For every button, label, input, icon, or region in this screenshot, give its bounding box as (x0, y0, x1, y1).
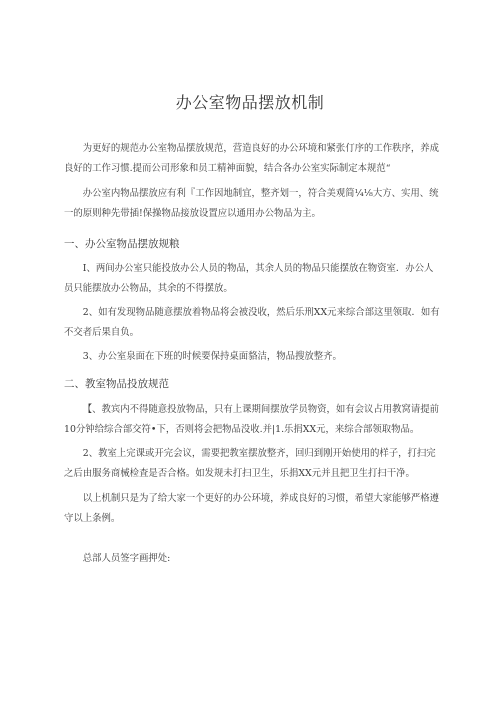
section-1-item-1: I、两间办公室只能投放办公人员的物品，其余人员的物品只能摆放在物资室．办公人员只能摆放办公物品，其余的不得摆放。 (64, 263, 434, 294)
section-1-heading: 一、办公室物品摆放规粮 (64, 238, 180, 250)
intro-paragraph-2: 办公室内物品摆放应有利『工作因地制宜，整齐划一，符合美观简¼⅛大方、实用、统一的原则种先带插!保操物品接放设置应以通用办公物品为主。 (64, 188, 439, 219)
signature-line: 总部人员签字画押处: (82, 553, 171, 564)
section-1-item-3: 3、办公室泉面在下班的时候要保持桌面貉洁，物品搜放整齐。 (82, 351, 342, 362)
closing-paragraph: 以上机制只是为了给大家一个更好的办公环境，养成良好的习惯，希望大家能够严格遵守以上条例。 (64, 493, 440, 524)
intro-paragraph-1: 为更好的规范办公室物品摆放规范，营造良好的办公环境和紧张仃序的工作秩序，养成良好的工作习惯.提而公司形象和员工精神面貌，结合各办公室实际制定本规范“ (64, 143, 440, 174)
document-title: 办公室物品摆放机制 (175, 93, 325, 112)
section-2-heading: 二、教室物品投放规范 (64, 378, 169, 390)
section-2-item-1: 【、教宾内不得随意投放物品，只有上课期间摆放学员物资，如有会议占用教窝请提前10分钟给综合部交符•下，否则将会把物品没收.并|1.乐捐XX元，来综合部领取物品。 (64, 404, 440, 435)
section-1-item-2: 2、如有发现物品随意摆放着物品将会被没收，然后乐刑XX元来综合部这里领取．如有不交者后果自负。 (64, 307, 440, 338)
section-2-item-2: 2、教室上完课或开完会议，需要把教室摆放整齐，回归到刚开始使用的样子，打扫完之后由服务商械检査是否合格。如发规未打扫卫生，乐捐XX元并且把卫生打扫干净。 (64, 448, 436, 479)
